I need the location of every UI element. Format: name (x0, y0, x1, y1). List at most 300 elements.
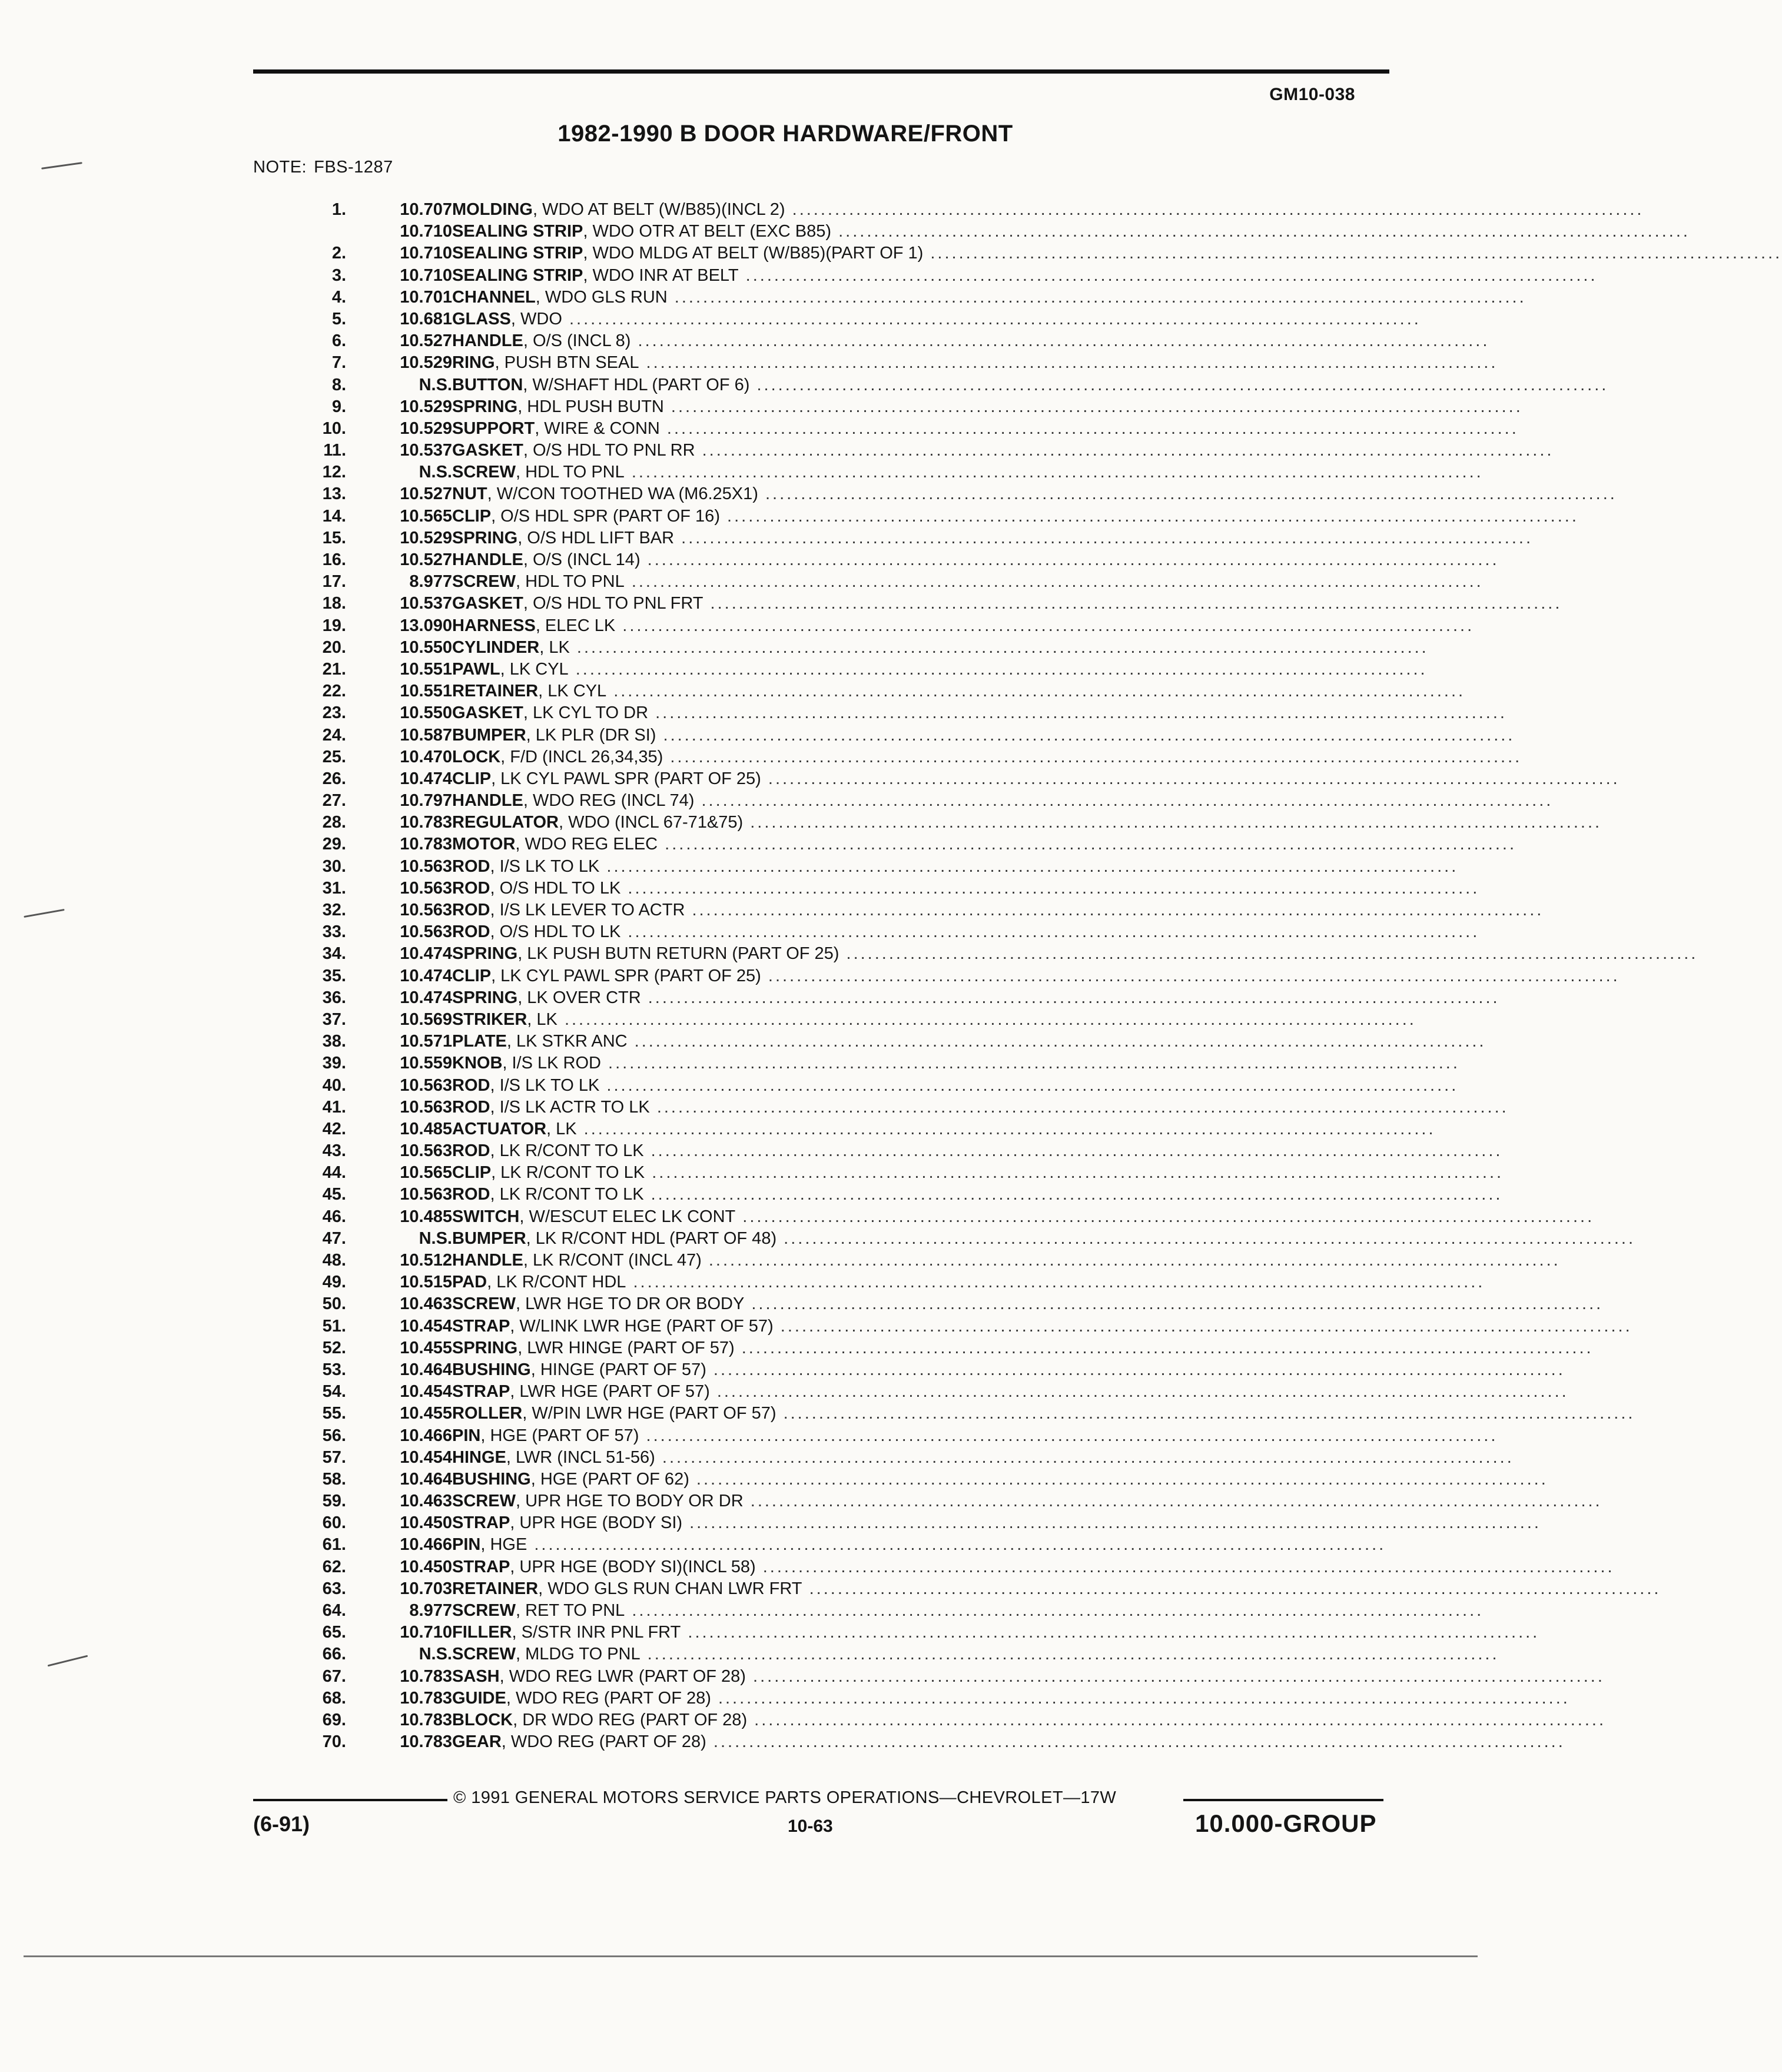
part-description (452, 702, 1507, 724)
part-number: 11. (323, 441, 346, 460)
dot-leader: ........................................................................................................................ (776, 1404, 1635, 1423)
part-number: 68. (322, 1688, 346, 1708)
dot-leader: ........................................................................................................................ (599, 1075, 1459, 1095)
part-detail: , LK CYL (538, 682, 607, 701)
footer-rule-left (253, 1799, 447, 1801)
part-detail: , LK R/CONT TO LK (490, 1141, 644, 1161)
part-detail: , MLDG TO PNL (515, 1645, 641, 1664)
dot-leader: ........................................................................................................................ (658, 835, 1517, 854)
dot-leader: ........................................................................................................................ (655, 1447, 1514, 1467)
part-name: PIN (452, 1426, 481, 1445)
dot-leader: ........................................................................................................................ (663, 747, 1522, 766)
part-detail: , LWR HGE TO DR OR BODY (515, 1294, 745, 1314)
part-group: 10.474 (400, 966, 452, 985)
part-group: 10.783 (400, 813, 452, 832)
part-row (0, 527, 1534, 549)
dot-leader: ........................................................................................................................ (758, 484, 1617, 504)
dot-leader: ........................................................................................................................ (569, 637, 1429, 657)
dot-leader: ........................................................................................................................ (620, 922, 1480, 942)
part-number: 2. (331, 244, 346, 263)
part-row (0, 352, 1498, 374)
part-row (0, 812, 1602, 834)
part-description (452, 1293, 1604, 1315)
part-row (0, 1075, 1488, 1097)
part-group: 10.464 (400, 1360, 452, 1379)
part-description (452, 746, 1522, 768)
dot-leader: ........................................................................................................................ (745, 1666, 1605, 1686)
part-row (0, 1228, 1636, 1250)
dot-leader: ........................................................................................................................ (749, 375, 1609, 394)
part-name: FILLER (452, 1623, 512, 1642)
part-group: 10.466 (400, 1535, 452, 1555)
part-number: 52. (322, 1338, 346, 1357)
part-number: 43. (322, 1141, 346, 1161)
part-detail: , PUSH BTN SEAL (495, 353, 639, 373)
part-number: 10. (322, 419, 346, 438)
part-row (0, 943, 1698, 965)
part-description (452, 1031, 1486, 1052)
part-description (452, 1097, 1509, 1118)
part-detail: , ELEC LK (535, 616, 616, 635)
part-name: SEALING STRIP (452, 222, 583, 241)
part-description (452, 1666, 1605, 1688)
part-group: 10.537 (400, 594, 452, 613)
part-name: STRAP (452, 1557, 510, 1576)
part-group: 10.571 (400, 1032, 452, 1051)
part-name: GUIDE (452, 1688, 506, 1708)
part-description (452, 1403, 1635, 1424)
part-group: 10.527 (400, 484, 452, 504)
dot-leader: ........................................................................................................................ (831, 222, 1690, 241)
part-number: 49. (322, 1273, 346, 1292)
dot-leader: ........................................................................................................................ (568, 659, 1428, 679)
dot-leader: ........................................................................................................................ (743, 1492, 1602, 1511)
part-group: 10.565 (400, 506, 452, 526)
part-description (452, 943, 1698, 965)
revision-date: (6-91) (253, 1812, 310, 1836)
part-name: RETAINER (452, 1579, 539, 1598)
part-row (0, 1052, 1488, 1074)
part-description (452, 1556, 1615, 1578)
part-name: ROD (452, 878, 490, 898)
part-row (0, 1600, 1488, 1622)
part-group: 10.485 (400, 1119, 452, 1138)
dot-leader: ........................................................................................................................ (681, 1623, 1540, 1642)
part-description (452, 418, 1519, 440)
dot-leader: ........................................................................................................................ (643, 1141, 1503, 1161)
part-row (0, 461, 1488, 483)
part-name: ROD (452, 901, 490, 919)
part-group: 10.703 (400, 1579, 452, 1598)
part-group: 10.485 (400, 1207, 452, 1226)
part-description (452, 1600, 1484, 1622)
part-detail: , LK R/CONT TO LK (491, 1163, 645, 1183)
part-row (0, 1293, 1604, 1315)
part-description (452, 921, 1480, 943)
part-name: HINGE (452, 1447, 506, 1467)
part-name: SEALING STRIP (452, 244, 583, 263)
dot-leader: ........................................................................................................................ (639, 353, 1498, 373)
part-detail: , WDO (INCL 67-71&75) (558, 813, 744, 832)
part-group: 10.454 (400, 1447, 452, 1467)
part-number: 19. (322, 616, 346, 635)
part-detail: , HINGE (PART OF 57) (530, 1360, 706, 1379)
part-detail: , WDO (510, 309, 562, 328)
part-description (452, 1118, 1436, 1140)
part-number: 66. (322, 1645, 346, 1664)
part-detail: , F/D (INCL 26,34,35) (500, 747, 663, 766)
part-name: STRAP (452, 1382, 510, 1402)
part-row (0, 1643, 1499, 1665)
part-number: 3. (331, 265, 346, 285)
part-detail: , WDO REG LWR (PART OF 28) (499, 1666, 746, 1686)
part-detail: , HDL TO PNL (515, 572, 625, 592)
part-row (0, 549, 1499, 571)
part-description (452, 1643, 1499, 1665)
part-name: SCREW (452, 1294, 516, 1314)
part-group: 10.681 (400, 309, 452, 328)
part-group: 10.710 (400, 244, 452, 263)
part-group: 10.527 (400, 331, 452, 351)
dot-leader: ........................................................................................................................ (785, 200, 1644, 219)
part-number: 38. (322, 1032, 346, 1051)
part-number: 18. (322, 594, 346, 613)
part-row (0, 746, 1522, 768)
part-number: 65. (322, 1623, 346, 1642)
part-group: 10.565 (400, 1163, 452, 1183)
dot-leader: ........................................................................................................................ (706, 1360, 1565, 1379)
copyright-notice: © 1991 GENERAL MOTORS SERVICE PARTS OPERATIONS—CHEVROLET—17W (453, 1788, 1117, 1807)
part-group: 10.563 (400, 856, 452, 876)
page-title: 1982-1990 B DOOR HARDWARE/FRONT (558, 121, 1013, 147)
part-row (0, 725, 1515, 746)
part-description (452, 287, 1527, 308)
part-detail: , I/S LK TO LK (490, 1075, 600, 1095)
dot-leader: ........................................................................................................................ (630, 331, 1490, 351)
note-value: FBS-1287 (314, 158, 393, 177)
group-code: 10.000-GROUP (1195, 1809, 1377, 1837)
part-group: 10.464 (400, 1469, 452, 1489)
part-description (452, 1490, 1602, 1512)
part-group: N.S. (419, 463, 452, 482)
part-number: 63. (322, 1579, 346, 1598)
part-description (452, 1337, 1594, 1359)
part-number: 42. (322, 1119, 346, 1138)
part-row (0, 1031, 1488, 1052)
part-row (0, 243, 1782, 264)
part-group: 10.559 (400, 1054, 452, 1073)
part-name: BUSHING (452, 1469, 531, 1489)
part-number: 41. (322, 1097, 346, 1117)
part-name: ROD (452, 1185, 490, 1204)
part-name: BUSHING (452, 1360, 531, 1379)
part-name: HANDLE (452, 550, 523, 569)
part-detail: , W/SHAFT HDL (PART OF 6) (523, 375, 750, 394)
part-name: ACTUATOR (452, 1119, 547, 1138)
part-number: 35. (322, 966, 346, 985)
part-detail: , HDL PUSH BUTN (517, 397, 664, 416)
part-detail: , LK R/CONT HDL (PART OF 48) (526, 1228, 777, 1248)
part-number: 32. (322, 901, 346, 919)
part-number: 50. (322, 1294, 346, 1314)
part-row (0, 330, 1488, 352)
part-row (0, 265, 1598, 287)
part-number: 15. (322, 528, 346, 547)
dot-leader: ........................................................................................................................ (761, 769, 1620, 788)
part-description (452, 1316, 1632, 1337)
part-description (452, 637, 1429, 659)
part-description (452, 1622, 1540, 1643)
dot-leader: ........................................................................................................................ (709, 1382, 1569, 1402)
part-group: 10.466 (400, 1426, 452, 1445)
part-group: 10.563 (400, 1075, 452, 1095)
dot-leader: ........................................................................................................................ (599, 856, 1459, 876)
part-detail: , WDO REG (INCL 74) (523, 791, 695, 811)
part-detail: , HGE (PART OF 62) (530, 1469, 689, 1489)
part-number: 12. (322, 463, 346, 482)
part-row (0, 1688, 1570, 1709)
dot-leader: ........................................................................................................................ (557, 1010, 1416, 1029)
part-row (0, 1316, 1632, 1337)
part-detail: , O/S HDL TO LK (490, 922, 621, 942)
part-name: CYLINDER (452, 637, 540, 657)
part-row (0, 768, 1620, 790)
part-description (452, 221, 1690, 243)
part-detail: , O/S HDL TO PNL FRT (523, 594, 703, 613)
part-group: 10.455 (400, 1338, 452, 1357)
dot-leader: ........................................................................................................................ (738, 265, 1598, 285)
part-number: 69. (322, 1710, 346, 1729)
part-description (452, 1271, 1485, 1293)
part-name: SPRING (452, 1338, 518, 1357)
part-detail: , I/S LK LEVER TO ACTR (490, 901, 685, 919)
part-number: 60. (322, 1513, 346, 1533)
part-group: 10.563 (400, 878, 452, 898)
part-row (0, 1578, 1661, 1600)
part-row (0, 1381, 1569, 1403)
part-detail: , LK R/CONT TO LK (490, 1185, 644, 1204)
part-row (0, 637, 1488, 659)
dot-leader: ........................................................................................................................ (606, 682, 1466, 701)
dot-leader: ........................................................................................................................ (625, 1601, 1484, 1620)
part-detail: , LWR HINGE (PART OF 57) (517, 1338, 735, 1357)
part-row (0, 615, 1488, 637)
part-detail: , LK CYL (500, 659, 569, 679)
dot-leader: ........................................................................................................................ (624, 572, 1484, 592)
dot-leader: ........................................................................................................................ (674, 528, 1534, 547)
part-detail: , WDO GLS RUN (535, 287, 668, 307)
part-detail: , O/S HDL SPR (PART OF 16) (491, 506, 720, 526)
dot-leader: ........................................................................................................................ (641, 988, 1500, 1007)
part-name: BUMPER (452, 725, 526, 745)
part-name: CHANNEL (452, 287, 536, 307)
part-number: 26. (322, 769, 346, 788)
part-number: 58. (322, 1469, 346, 1489)
part-detail: , WDO REG (PART OF 28) (506, 1688, 711, 1708)
part-detail: , W/ESCUT ELEC LK CONT (519, 1207, 736, 1226)
part-description (452, 659, 1428, 680)
part-name: BLOCK (452, 1710, 513, 1729)
part-number: 17. (322, 572, 346, 592)
part-name: SPRING (452, 988, 518, 1007)
part-group: 10.563 (400, 1141, 452, 1161)
part-group: 8.977 (409, 572, 452, 592)
binder-hole-mark (41, 162, 82, 170)
dot-leader: ........................................................................................................................ (656, 725, 1515, 745)
dot-leader: ........................................................................................................................ (743, 813, 1602, 832)
dot-leader: ........................................................................................................................ (719, 506, 1579, 526)
part-number: 54. (322, 1382, 346, 1402)
part-row (0, 1359, 1565, 1381)
part-row (0, 702, 1507, 724)
dot-leader: ........................................................................................................................ (695, 441, 1554, 460)
part-group: 10.710 (400, 1623, 452, 1642)
page-number: 10-63 (788, 1817, 833, 1836)
part-group: 10.454 (400, 1316, 452, 1336)
part-description (452, 1709, 1607, 1731)
note (253, 158, 393, 177)
part-number: 9. (331, 397, 346, 416)
part-name: NUT (452, 484, 487, 504)
part-number: 27. (322, 791, 346, 811)
part-description (452, 834, 1517, 855)
part-description (452, 790, 1554, 812)
part-description (452, 856, 1459, 878)
part-row (0, 856, 1488, 878)
part-row (0, 1250, 1561, 1271)
part-group: 10.463 (400, 1492, 452, 1511)
part-number: 37. (322, 1010, 346, 1029)
part-group: 10.563 (400, 922, 452, 942)
part-detail: , W/CON TOOTHED WA (M6.25X1) (487, 484, 758, 504)
part-row (0, 1403, 1635, 1424)
part-group: 10.537 (400, 441, 452, 460)
part-row (0, 1097, 1509, 1118)
dot-leader: ........................................................................................................................ (645, 1163, 1504, 1183)
part-name: CLIP (452, 769, 492, 788)
part-row (0, 1666, 1605, 1688)
part-name: SPRING (452, 944, 518, 964)
part-row (0, 1709, 1607, 1731)
part-description (452, 987, 1500, 1009)
part-description (452, 1052, 1460, 1074)
dot-leader: ........................................................................................................................ (744, 1294, 1604, 1314)
header-rule (253, 69, 1389, 74)
part-description (452, 725, 1515, 746)
part-number: 64. (322, 1601, 346, 1620)
dot-leader: ........................................................................................................................ (562, 309, 1421, 328)
part-description (452, 1447, 1514, 1469)
part-description (452, 1075, 1459, 1097)
part-row (0, 1490, 1602, 1512)
part-description (452, 352, 1498, 374)
part-description (452, 1381, 1569, 1403)
part-description (452, 1162, 1504, 1184)
part-detail: , LK (527, 1010, 558, 1029)
part-group: 10.783 (400, 835, 452, 854)
part-name: CLIP (452, 1163, 492, 1183)
part-group: N.S. (419, 1228, 452, 1248)
dot-leader: ........................................................................................................................ (627, 1032, 1486, 1051)
part-number: 55. (322, 1404, 346, 1423)
part-row (0, 396, 1523, 418)
part-description (452, 899, 1544, 921)
part-name: LOCK (452, 747, 501, 766)
part-number: 48. (322, 1251, 346, 1270)
part-group: 10.783 (400, 1732, 452, 1752)
part-description (452, 199, 1644, 221)
part-name: ROD (452, 1097, 490, 1117)
part-number: 23. (322, 703, 346, 723)
part-number: 56. (322, 1426, 346, 1445)
dot-leader: ........................................................................................................................ (649, 1097, 1509, 1117)
part-detail: , DR WDO REG (PART OF 28) (513, 1710, 748, 1729)
page-bottom-rule (24, 1955, 1478, 1957)
dot-leader: ........................................................................................................................ (711, 1688, 1570, 1708)
part-detail: , LK (546, 1119, 577, 1138)
part-row (0, 199, 1644, 221)
dot-leader: ........................................................................................................................ (694, 791, 1554, 811)
dot-leader: ........................................................................................................................ (703, 594, 1562, 613)
part-detail: , WDO OTR AT BELT (EXC B85) (583, 222, 832, 241)
dot-leader: ........................................................................................................................ (576, 1119, 1436, 1138)
part-number: 25. (322, 747, 346, 766)
part-number: 24. (322, 725, 346, 745)
part-description (452, 768, 1620, 790)
part-row (0, 1206, 1595, 1228)
part-group: 10.551 (400, 682, 452, 701)
part-group: 10.512 (400, 1251, 452, 1270)
part-number: 7. (331, 353, 346, 373)
part-detail: , I/S LK ACTR TO LK (490, 1097, 650, 1117)
part-name: MOLDING (452, 200, 533, 219)
part-row (0, 308, 1488, 330)
dot-leader: ........................................................................................................................ (659, 419, 1519, 438)
part-name: HARNESS (452, 616, 536, 635)
part-description (452, 265, 1598, 287)
part-detail: , I/S LK TO LK (490, 856, 600, 876)
part-detail: , WDO AT BELT (W/B85)(INCL 2) (532, 200, 785, 219)
part-name: ROD (452, 922, 490, 942)
dot-leader: ........................................................................................................................ (689, 1469, 1548, 1489)
part-name: SCREW (452, 1601, 516, 1620)
part-row (0, 593, 1562, 615)
part-row (0, 680, 1488, 702)
part-detail: , LK PUSH BUTN RETURN (PART OF 25) (517, 944, 839, 964)
part-group: 10.474 (400, 944, 452, 964)
part-name: SCREW (452, 1492, 516, 1511)
part-name: PAD (452, 1273, 487, 1292)
part-row (0, 1447, 1514, 1469)
dot-leader: ........................................................................................................................ (648, 703, 1507, 723)
part-group: N.S. (419, 375, 452, 394)
part-detail: , I/S LK ROD (502, 1054, 601, 1073)
part-detail: , WIRE & CONN (535, 419, 660, 438)
dot-leader: ........................................................................................................................ (620, 878, 1480, 898)
part-detail: , LWR (INCL 51-56) (506, 1447, 655, 1467)
dot-leader: ........................................................................................................................ (839, 944, 1698, 964)
part-row (0, 440, 1554, 461)
dot-leader: ........................................................................................................................ (640, 550, 1499, 569)
part-number: 45. (322, 1185, 346, 1204)
part-group: 10.529 (400, 397, 452, 416)
part-row (0, 1469, 1548, 1490)
part-number: 29. (322, 835, 346, 854)
part-row (0, 571, 1488, 593)
part-group: 10.450 (400, 1513, 452, 1533)
part-detail: , W/LINK LWR HGE (PART OF 57) (510, 1316, 774, 1336)
part-row (0, 1162, 1504, 1184)
